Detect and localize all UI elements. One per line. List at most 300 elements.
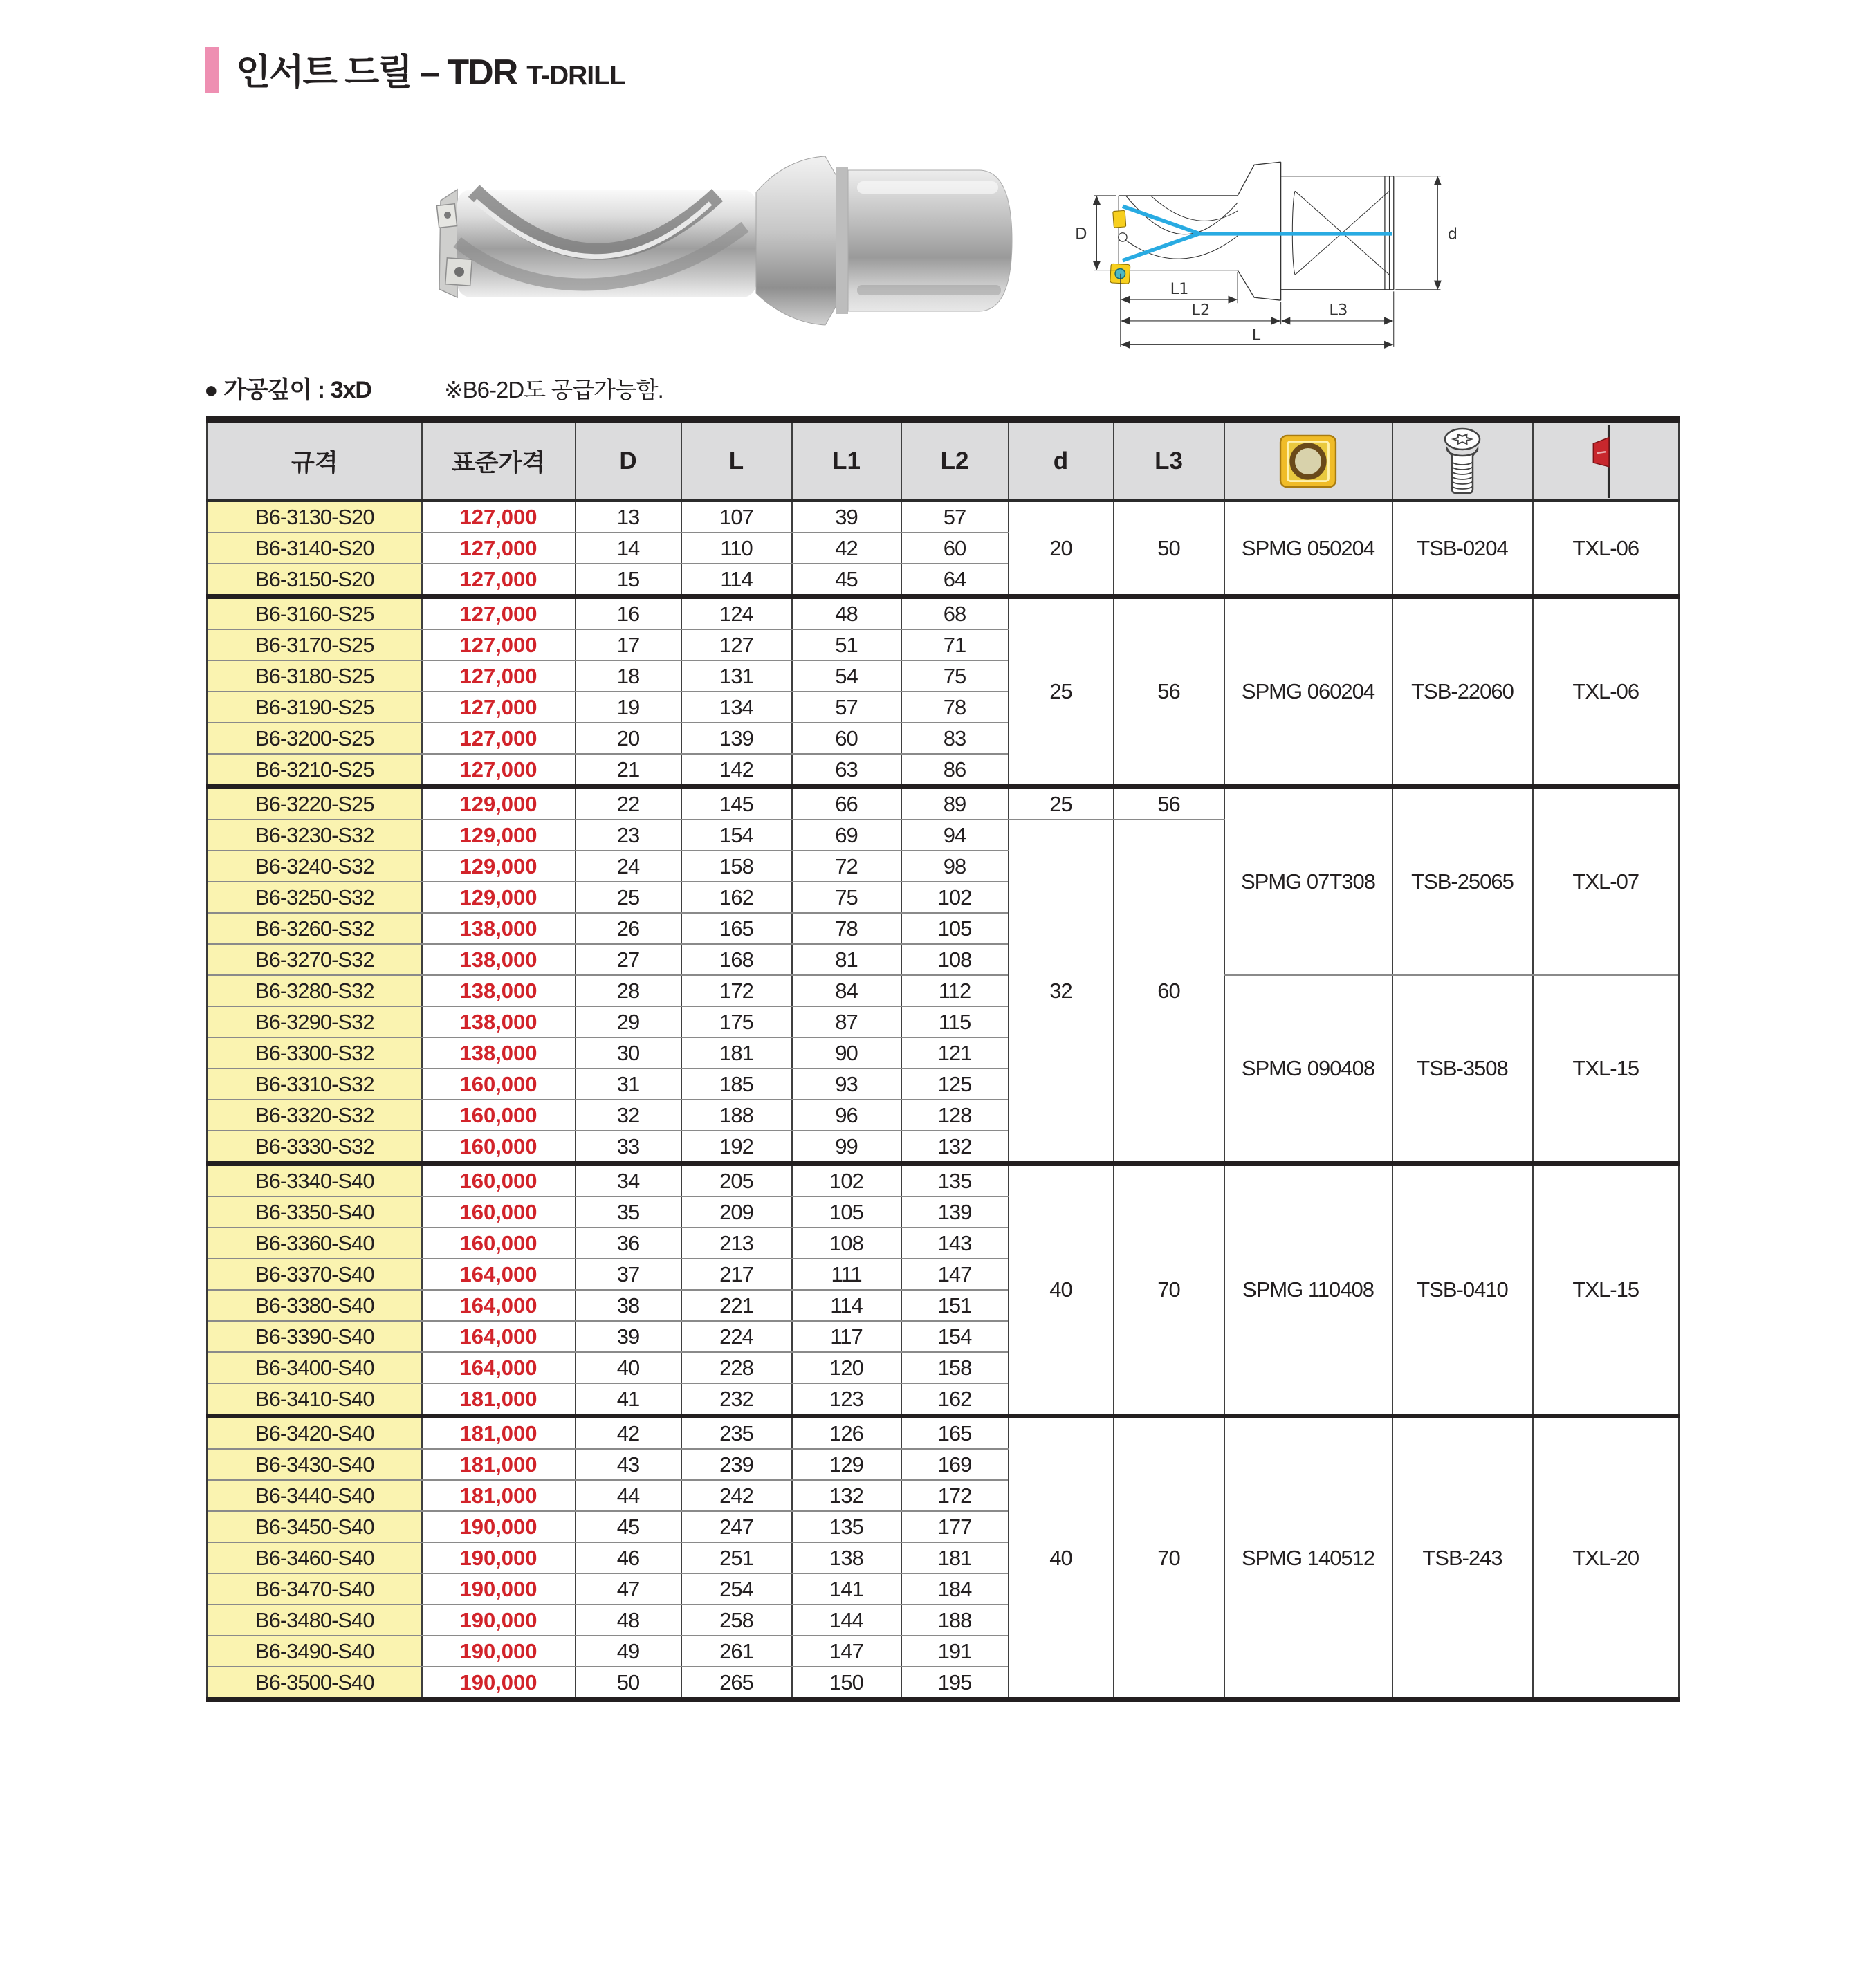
L2-cell: 102 xyxy=(901,882,1009,913)
price-cell: 127,000 xyxy=(422,533,576,564)
price-cell: 160,000 xyxy=(422,1164,576,1197)
insert-cell: SPMG 07T308 xyxy=(1224,787,1392,976)
spec-cell: B6-3460-S40 xyxy=(208,1542,422,1573)
L2-cell: 115 xyxy=(901,1006,1009,1037)
spec-cell: B6-3420-S40 xyxy=(208,1416,422,1450)
screw-cell: TSB-25065 xyxy=(1392,787,1533,976)
drill-photo-graphic xyxy=(436,156,1012,325)
D-cell: 22 xyxy=(576,787,681,820)
D-cell: 15 xyxy=(576,564,681,597)
table-body xyxy=(208,501,1680,1700)
note-machining-depth: ● 가공깊이 : 3xD xyxy=(204,377,371,403)
L-cell: 239 xyxy=(681,1449,792,1480)
price-cell: 190,000 xyxy=(422,1605,576,1636)
D-cell: 23 xyxy=(576,820,681,851)
D-cell: 40 xyxy=(576,1352,681,1383)
D-cell: 45 xyxy=(576,1511,681,1542)
price-cell: 181,000 xyxy=(422,1383,576,1416)
price-cell: 127,000 xyxy=(422,754,576,787)
screw-icon xyxy=(1440,425,1484,497)
L1-cell: 120 xyxy=(792,1352,901,1383)
price-cell: 138,000 xyxy=(422,975,576,1006)
L-cell: 165 xyxy=(681,913,792,944)
table-header xyxy=(208,420,1680,501)
L-cell: 162 xyxy=(681,882,792,913)
spec-cell: B6-3220-S25 xyxy=(208,787,422,820)
D-cell: 18 xyxy=(576,660,681,692)
L1-cell: 102 xyxy=(792,1164,901,1197)
L2-cell: 143 xyxy=(901,1228,1009,1259)
screw-cell: TSB-243 xyxy=(1392,1416,1533,1700)
L1-cell: 129 xyxy=(792,1449,901,1480)
price-cell: 181,000 xyxy=(422,1449,576,1480)
table-row xyxy=(208,597,1680,630)
L2-cell: 128 xyxy=(901,1100,1009,1131)
L1-cell: 99 xyxy=(792,1131,901,1164)
D-cell: 33 xyxy=(576,1131,681,1164)
D-cell: 44 xyxy=(576,1480,681,1511)
L2-cell: 98 xyxy=(901,851,1009,882)
col-header-L3: L3 xyxy=(1114,420,1224,501)
spec-cell: B6-3200-S25 xyxy=(208,723,422,754)
L-cell: 217 xyxy=(681,1259,792,1290)
spec-cell: B6-3180-S25 xyxy=(208,660,422,692)
D-cell: 48 xyxy=(576,1605,681,1636)
price-cell: 160,000 xyxy=(422,1131,576,1164)
L1-cell: 72 xyxy=(792,851,901,882)
D-cell: 26 xyxy=(576,913,681,944)
L2-cell: 181 xyxy=(901,1542,1009,1573)
spec-cell: B6-3280-S32 xyxy=(208,975,422,1006)
page-title-english: T-DRILL xyxy=(526,61,625,91)
L2-cell: 139 xyxy=(901,1196,1009,1228)
L-cell: 139 xyxy=(681,723,792,754)
screw-cell: TSB-0204 xyxy=(1392,501,1533,597)
D-cell: 13 xyxy=(576,501,681,533)
spec-cell: B6-3500-S40 xyxy=(208,1667,422,1700)
L2-cell: 108 xyxy=(901,944,1009,975)
D-cell: 35 xyxy=(576,1196,681,1228)
L1-cell: 96 xyxy=(792,1100,901,1131)
spec-cell: B6-3130-S20 xyxy=(208,501,422,533)
L1-cell: 147 xyxy=(792,1636,901,1667)
D-cell: 38 xyxy=(576,1290,681,1321)
L2-cell: 121 xyxy=(901,1037,1009,1069)
dimension-labels xyxy=(1075,225,1457,344)
key-cell: TXL-07 xyxy=(1533,787,1680,976)
L1-cell: 111 xyxy=(792,1259,901,1290)
L-cell: 142 xyxy=(681,754,792,787)
price-cell: 138,000 xyxy=(422,1006,576,1037)
spec-cell: B6-3270-S32 xyxy=(208,944,422,975)
price-cell: 127,000 xyxy=(422,629,576,660)
L-cell: 185 xyxy=(681,1069,792,1100)
L1-cell: 78 xyxy=(792,913,901,944)
price-cell: 190,000 xyxy=(422,1667,576,1700)
label-d: d xyxy=(1447,225,1458,243)
L2-cell: 154 xyxy=(901,1321,1009,1352)
L2-cell: 177 xyxy=(901,1511,1009,1542)
price-cell: 160,000 xyxy=(422,1069,576,1100)
price-cell: 129,000 xyxy=(422,787,576,820)
price-cell: 181,000 xyxy=(422,1480,576,1511)
coolant-line xyxy=(1123,206,1392,260)
D-cell: 42 xyxy=(576,1416,681,1450)
L1-cell: 66 xyxy=(792,787,901,820)
page-title-korean: 인서트 드릴 – TDR xyxy=(236,53,517,93)
L1-cell: 150 xyxy=(792,1667,901,1700)
drill-outline xyxy=(1119,162,1394,300)
L-cell: 168 xyxy=(681,944,792,975)
d-cell: 32 xyxy=(1009,820,1114,1164)
col-header-L2: L2 xyxy=(901,420,1009,501)
L3-cell: 50 xyxy=(1114,501,1224,597)
L-cell: 247 xyxy=(681,1511,792,1542)
D-cell: 36 xyxy=(576,1228,681,1259)
L-cell: 181 xyxy=(681,1037,792,1069)
L2-cell: 83 xyxy=(901,723,1009,754)
key-cell: TXL-15 xyxy=(1533,975,1680,1164)
price-cell: 160,000 xyxy=(422,1100,576,1131)
L3-cell: 56 xyxy=(1114,597,1224,787)
D-cell: 50 xyxy=(576,1667,681,1700)
spec-cell: B6-3450-S40 xyxy=(208,1511,422,1542)
D-cell: 34 xyxy=(576,1164,681,1197)
L-cell: 209 xyxy=(681,1196,792,1228)
D-cell: 25 xyxy=(576,882,681,913)
L2-cell: 75 xyxy=(901,660,1009,692)
L1-cell: 39 xyxy=(792,501,901,533)
spec-cell: B6-3490-S40 xyxy=(208,1636,422,1667)
drill-diagram xyxy=(1060,130,1522,350)
D-cell: 16 xyxy=(576,597,681,630)
price-cell: 129,000 xyxy=(422,882,576,913)
page-title xyxy=(236,43,625,95)
L1-cell: 117 xyxy=(792,1321,901,1352)
L-cell: 221 xyxy=(681,1290,792,1321)
col-header-insert xyxy=(1224,420,1392,501)
price-cell: 164,000 xyxy=(422,1290,576,1321)
L1-cell: 69 xyxy=(792,820,901,851)
L2-cell: 188 xyxy=(901,1605,1009,1636)
L-cell: 251 xyxy=(681,1542,792,1573)
L-cell: 235 xyxy=(681,1416,792,1450)
key-icon xyxy=(1590,423,1621,499)
spec-cell: B6-3390-S40 xyxy=(208,1321,422,1352)
L2-cell: 135 xyxy=(901,1164,1009,1197)
L1-cell: 63 xyxy=(792,754,901,787)
col-header-D: D xyxy=(576,420,681,501)
insert-cell: SPMG 050204 xyxy=(1224,501,1392,597)
spec-cell: B6-3250-S32 xyxy=(208,882,422,913)
spec-cell: B6-3290-S32 xyxy=(208,1006,422,1037)
L2-cell: 132 xyxy=(901,1131,1009,1164)
L2-cell: 151 xyxy=(901,1290,1009,1321)
spec-cell: B6-3240-S32 xyxy=(208,851,422,882)
D-cell: 41 xyxy=(576,1383,681,1416)
label-L: L xyxy=(1251,326,1261,344)
L1-cell: 138 xyxy=(792,1542,901,1573)
col-header-key xyxy=(1533,420,1680,501)
price-cell: 127,000 xyxy=(422,501,576,533)
D-cell: 31 xyxy=(576,1069,681,1100)
spec-cell: B6-3400-S40 xyxy=(208,1352,422,1383)
d-cell: 25 xyxy=(1009,787,1114,820)
screw-cell: TSB-22060 xyxy=(1392,597,1533,787)
L2-cell: 165 xyxy=(901,1416,1009,1450)
L1-cell: 42 xyxy=(792,533,901,564)
spec-cell: B6-3310-S32 xyxy=(208,1069,422,1100)
D-cell: 32 xyxy=(576,1100,681,1131)
insert-icon xyxy=(1279,434,1337,488)
L-cell: 265 xyxy=(681,1667,792,1700)
col-header-spec: 규격 xyxy=(208,420,422,501)
L1-cell: 45 xyxy=(792,564,901,597)
diagram-tip-inserts xyxy=(1110,210,1130,284)
L1-cell: 54 xyxy=(792,660,901,692)
table-row xyxy=(208,1416,1680,1450)
L1-cell: 93 xyxy=(792,1069,901,1100)
L1-cell: 132 xyxy=(792,1480,901,1511)
L2-cell: 125 xyxy=(901,1069,1009,1100)
D-cell: 29 xyxy=(576,1006,681,1037)
L-cell: 158 xyxy=(681,851,792,882)
D-cell: 28 xyxy=(576,975,681,1006)
label-L1: L1 xyxy=(1170,279,1189,298)
L1-cell: 48 xyxy=(792,597,901,630)
spec-cell: B6-3380-S40 xyxy=(208,1290,422,1321)
spec-cell: B6-3350-S40 xyxy=(208,1196,422,1228)
L2-cell: 172 xyxy=(901,1480,1009,1511)
insert-cell: SPMG 110408 xyxy=(1224,1164,1392,1416)
price-cell: 138,000 xyxy=(422,1037,576,1069)
col-header-d: d xyxy=(1009,420,1114,501)
spec-cell: B6-3370-S40 xyxy=(208,1259,422,1290)
L1-cell: 60 xyxy=(792,723,901,754)
spec-cell: B6-3140-S20 xyxy=(208,533,422,564)
D-cell: 14 xyxy=(576,533,681,564)
L-cell: 192 xyxy=(681,1131,792,1164)
L1-cell: 51 xyxy=(792,629,901,660)
D-cell: 19 xyxy=(576,692,681,723)
L2-cell: 195 xyxy=(901,1667,1009,1700)
L-cell: 107 xyxy=(681,501,792,533)
spec-cell: B6-3230-S32 xyxy=(208,820,422,851)
key-cell: TXL-06 xyxy=(1533,501,1680,597)
L1-cell: 141 xyxy=(792,1573,901,1605)
D-cell: 21 xyxy=(576,754,681,787)
L2-cell: 184 xyxy=(901,1573,1009,1605)
L1-cell: 144 xyxy=(792,1605,901,1636)
L1-cell: 84 xyxy=(792,975,901,1006)
L-cell: 124 xyxy=(681,597,792,630)
L2-cell: 78 xyxy=(901,692,1009,723)
spec-cell: B6-3150-S20 xyxy=(208,564,422,597)
L-cell: 131 xyxy=(681,660,792,692)
D-cell: 49 xyxy=(576,1636,681,1667)
screw-cell: TSB-0410 xyxy=(1392,1164,1533,1416)
L-cell: 224 xyxy=(681,1321,792,1352)
L-cell: 134 xyxy=(681,692,792,723)
spec-cell: B6-3210-S25 xyxy=(208,754,422,787)
key-cell: TXL-20 xyxy=(1533,1416,1680,1700)
spec-table xyxy=(206,416,1680,1702)
L2-cell: 57 xyxy=(901,501,1009,533)
drill-photo xyxy=(425,123,1034,351)
L2-cell: 71 xyxy=(901,629,1009,660)
label-L2: L2 xyxy=(1191,301,1211,320)
table-row xyxy=(208,501,1680,533)
title-accent-bar xyxy=(205,47,219,93)
L1-cell: 126 xyxy=(792,1416,901,1450)
L2-cell: 162 xyxy=(901,1383,1009,1416)
L1-cell: 81 xyxy=(792,944,901,975)
key-cell: TXL-15 xyxy=(1533,1164,1680,1416)
price-cell: 127,000 xyxy=(422,660,576,692)
L1-cell: 75 xyxy=(792,882,901,913)
col-header-price: 표준가격 xyxy=(422,420,576,501)
L-cell: 242 xyxy=(681,1480,792,1511)
spec-cell: B6-3410-S40 xyxy=(208,1383,422,1416)
D-cell: 46 xyxy=(576,1542,681,1573)
d-cell: 40 xyxy=(1009,1164,1114,1416)
price-cell: 138,000 xyxy=(422,913,576,944)
L3-cell: 60 xyxy=(1114,820,1224,1164)
table-row xyxy=(208,787,1680,820)
spec-cell: B6-3170-S25 xyxy=(208,629,422,660)
spec-cell: B6-3480-S40 xyxy=(208,1605,422,1636)
L3-cell: 70 xyxy=(1114,1164,1224,1416)
spec-cell: B6-3430-S40 xyxy=(208,1449,422,1480)
price-cell: 190,000 xyxy=(422,1511,576,1542)
d-cell: 20 xyxy=(1009,501,1114,597)
L-cell: 205 xyxy=(681,1164,792,1197)
L1-cell: 108 xyxy=(792,1228,901,1259)
L-cell: 232 xyxy=(681,1383,792,1416)
col-header-L1: L1 xyxy=(792,420,901,501)
L1-cell: 123 xyxy=(792,1383,901,1416)
table-row xyxy=(208,975,1680,1006)
table-row xyxy=(208,1164,1680,1197)
spec-cell: B6-3320-S32 xyxy=(208,1100,422,1131)
D-cell: 47 xyxy=(576,1573,681,1605)
L-cell: 127 xyxy=(681,629,792,660)
price-cell: 127,000 xyxy=(422,692,576,723)
L-cell: 213 xyxy=(681,1228,792,1259)
price-cell: 160,000 xyxy=(422,1228,576,1259)
spec-cell: B6-3470-S40 xyxy=(208,1573,422,1605)
label-L3: L3 xyxy=(1329,301,1348,320)
price-cell: 190,000 xyxy=(422,1636,576,1667)
L2-cell: 147 xyxy=(901,1259,1009,1290)
L3-cell: 56 xyxy=(1114,787,1224,820)
spec-cell: B6-3190-S25 xyxy=(208,692,422,723)
d-cell: 40 xyxy=(1009,1416,1114,1700)
key-cell: TXL-06 xyxy=(1533,597,1680,787)
L1-cell: 135 xyxy=(792,1511,901,1542)
L2-cell: 60 xyxy=(901,533,1009,564)
L2-cell: 86 xyxy=(901,754,1009,787)
price-cell: 190,000 xyxy=(422,1573,576,1605)
L2-cell: 112 xyxy=(901,975,1009,1006)
spec-cell: B6-3440-S40 xyxy=(208,1480,422,1511)
L-cell: 110 xyxy=(681,533,792,564)
L1-cell: 90 xyxy=(792,1037,901,1069)
price-cell: 190,000 xyxy=(422,1542,576,1573)
col-header-L: L xyxy=(681,420,792,501)
price-cell: 181,000 xyxy=(422,1416,576,1450)
L1-cell: 57 xyxy=(792,692,901,723)
L-cell: 261 xyxy=(681,1636,792,1667)
insert-cell: SPMG 060204 xyxy=(1224,597,1392,787)
D-cell: 20 xyxy=(576,723,681,754)
L2-cell: 89 xyxy=(901,787,1009,820)
L-cell: 172 xyxy=(681,975,792,1006)
screw-cell: TSB-3508 xyxy=(1392,975,1533,1164)
insert-cell: SPMG 140512 xyxy=(1224,1416,1392,1700)
D-cell: 37 xyxy=(576,1259,681,1290)
L-cell: 145 xyxy=(681,787,792,820)
L-cell: 175 xyxy=(681,1006,792,1037)
D-cell: 27 xyxy=(576,944,681,975)
price-cell: 164,000 xyxy=(422,1321,576,1352)
d-cell: 25 xyxy=(1009,597,1114,787)
L1-cell: 105 xyxy=(792,1196,901,1228)
price-cell: 127,000 xyxy=(422,564,576,597)
L2-cell: 191 xyxy=(901,1636,1009,1667)
L2-cell: 169 xyxy=(901,1449,1009,1480)
price-cell: 164,000 xyxy=(422,1259,576,1290)
L1-cell: 87 xyxy=(792,1006,901,1037)
price-cell: 164,000 xyxy=(422,1352,576,1383)
price-cell: 160,000 xyxy=(422,1196,576,1228)
price-cell: 129,000 xyxy=(422,820,576,851)
L-cell: 154 xyxy=(681,820,792,851)
spec-cell: B6-3360-S40 xyxy=(208,1228,422,1259)
L1-cell: 114 xyxy=(792,1290,901,1321)
L2-cell: 158 xyxy=(901,1352,1009,1383)
L2-cell: 64 xyxy=(901,564,1009,597)
spec-cell: B6-3300-S32 xyxy=(208,1037,422,1069)
L2-cell: 94 xyxy=(901,820,1009,851)
label-D: D xyxy=(1075,225,1087,243)
L-cell: 188 xyxy=(681,1100,792,1131)
spec-cell: B6-3160-S25 xyxy=(208,597,422,630)
price-cell: 127,000 xyxy=(422,723,576,754)
L-cell: 258 xyxy=(681,1605,792,1636)
L-cell: 228 xyxy=(681,1352,792,1383)
insert-cell: SPMG 090408 xyxy=(1224,975,1392,1164)
D-cell: 17 xyxy=(576,629,681,660)
note-supply-option: ※B6-2D도 공급가능함. xyxy=(444,377,663,403)
D-cell: 30 xyxy=(576,1037,681,1069)
L-cell: 114 xyxy=(681,564,792,597)
price-cell: 127,000 xyxy=(422,597,576,630)
price-cell: 129,000 xyxy=(422,851,576,882)
D-cell: 24 xyxy=(576,851,681,882)
D-cell: 39 xyxy=(576,1321,681,1352)
spec-cell: B6-3330-S32 xyxy=(208,1131,422,1164)
spec-cell: B6-3340-S40 xyxy=(208,1164,422,1197)
col-header-screw xyxy=(1392,420,1533,501)
D-cell: 43 xyxy=(576,1449,681,1480)
L3-cell: 70 xyxy=(1114,1416,1224,1700)
L2-cell: 68 xyxy=(901,597,1009,630)
price-cell: 138,000 xyxy=(422,944,576,975)
spec-cell: B6-3260-S32 xyxy=(208,913,422,944)
dimension-lines xyxy=(1094,176,1440,347)
L-cell: 254 xyxy=(681,1573,792,1605)
